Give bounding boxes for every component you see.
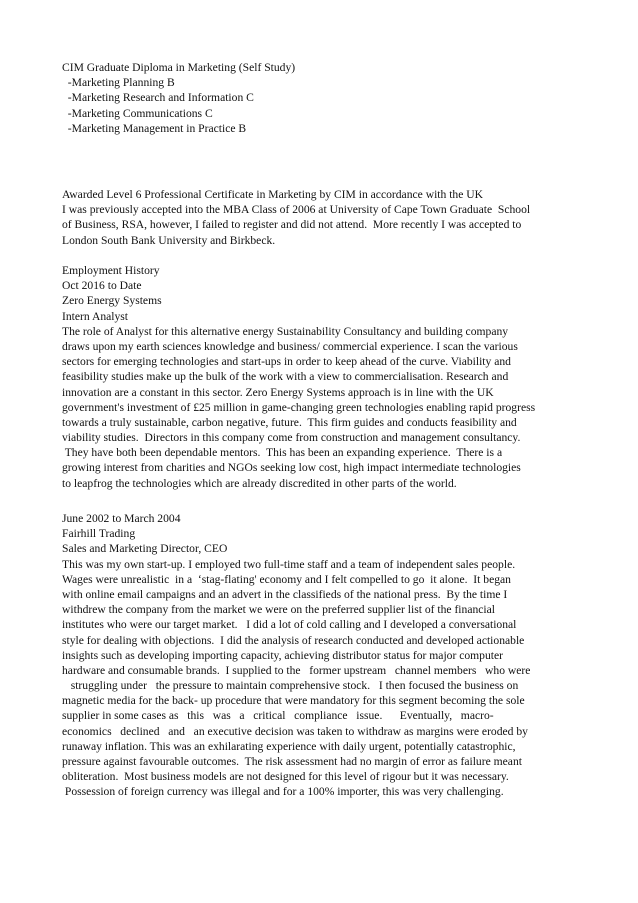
- job-description-line: to leapfrog the technologies which are already discredited in other parts of the world.: [62, 476, 457, 490]
- qualification-line: Awarded Level 6 Professional Certificate in Marketing by CIM in accordance with the UK: [62, 188, 484, 201]
- job-company: Fairhill Trading: [62, 527, 136, 541]
- job-role: Intern Analyst: [62, 309, 129, 323]
- job-description-line: government's investment of £25 million in game-changing green technologies enabling rapid progress: [62, 400, 536, 414]
- job-dates: June 2002 to March 2004: [62, 512, 181, 525]
- job-description-line: growing interest from charities and NGOs seeking low cost, high impact intermediate technologies: [62, 461, 521, 475]
- employment-section: [62, 263, 582, 491]
- job-description-line: Wages were unrealistic in a ‘stag-flating' economy and I felt compelled to go it alone. It began: [62, 572, 511, 586]
- job-description-line: style for dealing with objections. I did the analysis of research conducted and developed actionable: [62, 633, 525, 647]
- module-item: -Marketing Communications C: [62, 106, 213, 120]
- job-description-line: institutes who were our target market. I did a lot of cold calling and I developed a conversational: [62, 618, 517, 632]
- job-description-line: obliteration. Most business models are not designed for this level of rigour but it was necessary.: [62, 770, 509, 784]
- job-description-line: Possession of foreign currency was illegal and for a 100% importer, this was very challenging.: [62, 785, 504, 799]
- job-description-line: withdrew the company from the market we were on the preferred supplier list of the financial: [62, 603, 495, 617]
- job-description-line: pressure against favourable outcomes. The risk assessment had no margin of error as failure meant: [62, 755, 522, 768]
- job-description-line: runaway inflation. This was an exhilarating experience with daily urgent, potentially catastrophic,: [62, 739, 516, 753]
- job-description-line: hardware and consumable brands. I supplied to the former upstream channel members who were: [62, 663, 531, 677]
- qualification-line: I was previously accepted into the MBA Class of 2006 at University of Cape Town Graduate School: [62, 203, 531, 217]
- job-description-line: economics declined and an executive decision was taken to withdraw as margins were eroded by: [62, 724, 528, 738]
- job-fairhill-section: [62, 511, 582, 800]
- job-description-line: viability studies. Directors in this company come from construction and management consultancy.: [62, 431, 521, 445]
- module-item: -Marketing Management in Practice B: [62, 121, 247, 135]
- job-description-line: This was my own start-up. I employed two full-time staff and a team of independent sales people.: [62, 557, 516, 571]
- job-description-line: with online email campaigns and an advert in the classifieds of the national press. By the time I: [62, 587, 508, 601]
- job-role: Sales and Marketing Director, CEO: [62, 542, 228, 556]
- education-heading: CIM Graduate Diploma in Marketing (Self Study): [62, 61, 296, 74]
- job-description-line: magnetic media for the back- up procedure that were mandatory for this segment becoming the sole: [62, 694, 525, 708]
- job-description-line: feasibility studies make up the bulk of the work with a view to commercialisation. Research and: [62, 370, 509, 384]
- job-description-line: struggling under the pressure to maintain comprehensive stock. I then focused the business on: [62, 679, 519, 693]
- education-section: [62, 60, 582, 136]
- job-dates: Oct 2016 to Date: [62, 279, 142, 293]
- module-item: -Marketing Planning B: [62, 76, 175, 90]
- job-description-line: The role of Analyst for this alternative energy Sustainability Consultancy and building company: [62, 324, 509, 338]
- employment-heading: Employment History: [62, 264, 160, 277]
- job-description-line: sectors for emerging technologies and start-ups in order to keep ahead of the curve. Viability and: [62, 355, 511, 369]
- job-description-line: innovation are a constant in this sector. Zero Energy Systems approach is in line with the UK: [62, 385, 494, 399]
- job-company: Zero Energy Systems: [62, 294, 162, 308]
- job-description-line: draws upon my earth sciences knowledge and business/ commercial experience. I scan the various: [62, 339, 518, 353]
- job-description-line: supplier in some cases as this was a critical compliance issue. Eventually, macro-: [62, 709, 494, 723]
- qualifications-section: [62, 187, 582, 248]
- module-item: -Marketing Research and Information C: [62, 91, 254, 105]
- qualification-line: London South Bank University and Birkbeck.: [62, 233, 276, 247]
- job-description-line: insights such as developing importing capacity, achieving distributor status for major computer: [62, 648, 504, 662]
- qualification-line: of Business, RSA, however, I failed to register and did not attend. More recently I was accepted to: [62, 218, 522, 232]
- job-description-line: towards a truly sustainable, carbon negative, future. This firm guides and conducts feasibility and: [62, 415, 517, 429]
- job-description-line: They have both been dependable mentors. This has been an expanding experience. There is a: [62, 446, 503, 460]
